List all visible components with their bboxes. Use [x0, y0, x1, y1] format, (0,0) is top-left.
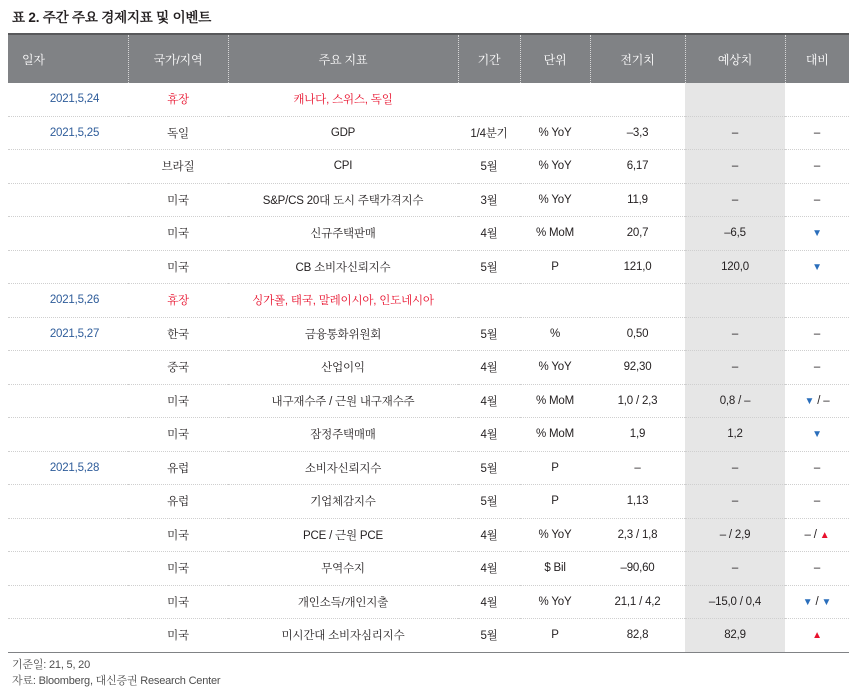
- cell-change: –: [785, 351, 849, 385]
- cell-unit: [520, 83, 590, 116]
- footnote-base-date: 기준일: 21, 5, 20: [12, 659, 91, 671]
- cell-change: –: [785, 116, 849, 150]
- cell-date: 2021,5,26: [8, 284, 128, 318]
- cell-indicator: 신규주택판매: [228, 217, 458, 251]
- cell-forecast: [685, 83, 785, 116]
- cell-country: 유럽: [128, 451, 228, 485]
- cell-forecast: –: [685, 150, 785, 184]
- cell-forecast: –: [685, 485, 785, 519]
- arrow-up-icon: ▲: [812, 630, 822, 642]
- cell-period: 4월: [458, 418, 520, 452]
- cell-previous: –: [590, 451, 685, 485]
- cell-period: 5월: [458, 451, 520, 485]
- cell-previous: 82,8: [626, 629, 649, 642]
- cell-country: 미국: [128, 552, 228, 586]
- cell-forecast: 0,8 / –: [685, 384, 785, 418]
- cell-period: [458, 83, 520, 116]
- cell-country: 미국: [128, 384, 228, 418]
- cell-country: 브라질: [128, 150, 228, 184]
- cell-forecast: [685, 284, 785, 318]
- cell-period: 5월: [458, 150, 520, 184]
- cell-indicator: 금융통화위원회: [228, 317, 458, 351]
- cell-previous: –3,3: [590, 116, 685, 150]
- cell-indicator: CB 소비자신뢰지수: [228, 250, 458, 284]
- cell-previous: 1,0 / 2,3: [590, 384, 685, 418]
- cell-indicator: 개인소득/개인지출: [228, 585, 458, 619]
- cell-previous: 1,13: [590, 485, 685, 519]
- cell-previous: 1,9: [590, 418, 685, 452]
- cell-change: [785, 250, 849, 284]
- cell-country: 미국: [167, 630, 189, 643]
- arrow-down-icon: ▼: [802, 596, 813, 608]
- arrow-up-icon: ▲: [819, 529, 830, 541]
- cell-unit: % MoM: [520, 217, 590, 251]
- cell-date: [8, 250, 128, 284]
- cell-period: 4월: [458, 518, 520, 552]
- cell-change: – / ▲: [785, 518, 849, 552]
- cell-date: 2021,5,28: [8, 451, 128, 485]
- cell-unit: % YoY: [520, 150, 590, 184]
- cell-country: 미국: [128, 250, 228, 284]
- table-header-row: [8, 35, 849, 83]
- cell-change: –: [785, 485, 849, 519]
- table-footnotes: [8, 653, 849, 690]
- cell-indicator: PCE / 근원 PCE: [228, 518, 458, 552]
- cell-forecast: –: [685, 451, 785, 485]
- cell-forecast: –: [685, 116, 785, 150]
- cell-country: 독일: [128, 116, 228, 150]
- cell-previous: –90,60: [590, 552, 685, 586]
- cell-change: –: [785, 183, 849, 217]
- cell-unit: $ Bil: [520, 552, 590, 586]
- arrow-down-icon: ▼: [812, 261, 822, 273]
- table-row: [8, 83, 849, 116]
- cell-period: 4월: [458, 552, 520, 586]
- cell-country: 미국: [128, 418, 228, 452]
- column-header-period: 기간: [458, 35, 520, 83]
- cell-date: 2021,5,25: [8, 116, 128, 150]
- arrow-down-icon: ▼: [821, 596, 832, 608]
- cell-indicator: 기업체감지수: [228, 485, 458, 519]
- cell-unit: P: [551, 629, 559, 642]
- cell-unit: % YoY: [520, 351, 590, 385]
- arrow-down-icon: ▼: [812, 429, 822, 441]
- arrow-down-icon: ▼: [812, 228, 822, 240]
- cell-previous: 0,50: [590, 317, 685, 351]
- cell-forecast: –6,5: [685, 217, 785, 251]
- table-row: [8, 116, 849, 150]
- column-header-date: 일자: [8, 35, 128, 83]
- table-row: [8, 284, 849, 318]
- cell-indicator: 잠정주택매매: [228, 418, 458, 452]
- table-row: [8, 518, 849, 552]
- table-row: [8, 619, 849, 652]
- table-row: [8, 317, 849, 351]
- cell-country: 미국: [128, 518, 228, 552]
- cell-forecast: 120,0: [685, 250, 785, 284]
- cell-period: 4월: [458, 351, 520, 385]
- cell-change: [785, 217, 849, 251]
- column-header-country: 국가/지역: [128, 35, 228, 83]
- table-body: [8, 83, 849, 652]
- cell-unit: % YoY: [520, 116, 590, 150]
- cell-previous: 121,0: [590, 250, 685, 284]
- cell-change: [785, 619, 849, 652]
- cell-previous: 11,9: [590, 183, 685, 217]
- cell-period: 5월: [480, 630, 498, 643]
- table-row: [8, 250, 849, 284]
- cell-change: [785, 418, 849, 452]
- cell-previous: [590, 83, 685, 116]
- cell-change: ▼ / ▼: [785, 585, 849, 619]
- table-row: [8, 585, 849, 619]
- cell-change: [785, 284, 849, 318]
- cell-country: 한국: [128, 317, 228, 351]
- cell-country: 미국: [128, 585, 228, 619]
- economic-indicator-table: [8, 35, 849, 652]
- table-header: [8, 35, 849, 83]
- cell-forecast: –: [685, 317, 785, 351]
- cell-date: [8, 351, 128, 385]
- cell-period: 5월: [458, 250, 520, 284]
- cell-indicator: 산업이익: [228, 351, 458, 385]
- cell-period: 4월: [458, 217, 520, 251]
- cell-unit: P: [520, 485, 590, 519]
- cell-change: [785, 83, 849, 116]
- cell-date: [8, 183, 128, 217]
- cell-unit: % YoY: [520, 518, 590, 552]
- cell-unit: % MoM: [520, 418, 590, 452]
- cell-date: [8, 384, 128, 418]
- table-row: [8, 351, 849, 385]
- footnote-source: 자료: Bloomberg, 대신증권 Research Center: [12, 674, 221, 687]
- cell-change: ▼ / –: [785, 384, 849, 418]
- table-row: [8, 217, 849, 251]
- table-row: [8, 418, 849, 452]
- cell-change: –: [785, 451, 849, 485]
- cell-previous: 2,3 / 1,8: [590, 518, 685, 552]
- cell-unit: P: [520, 250, 590, 284]
- cell-unit: %: [520, 317, 590, 351]
- cell-date: [8, 485, 128, 519]
- column-header-unit: 단위: [520, 35, 590, 83]
- page-title: 표 2. 주간 주요 경제지표 및 이벤트: [12, 10, 212, 25]
- cell-indicator: 캐나다, 스위스, 독일: [228, 83, 458, 116]
- cell-unit: % MoM: [520, 384, 590, 418]
- table-row: [8, 150, 849, 184]
- cell-previous: 6,17: [590, 150, 685, 184]
- cell-date: [8, 150, 128, 184]
- cell-country: 휴장: [128, 83, 228, 116]
- cell-indicator: 무역수지: [228, 552, 458, 586]
- cell-date: [8, 217, 128, 251]
- cell-period: 1/4분기: [458, 116, 520, 150]
- cell-indicator: 소비자신뢰지수: [228, 451, 458, 485]
- cell-period: 5월: [458, 317, 520, 351]
- column-header-indicator: 주요 지표: [228, 35, 458, 83]
- cell-indicator: 미시간대 소비자심리지수: [281, 630, 405, 643]
- cell-indicator: 내구재수주 / 근원 내구재수주: [228, 384, 458, 418]
- cell-date: 2021,5,27: [8, 317, 128, 351]
- cell-change: –: [785, 552, 849, 586]
- cell-indicator: CPI: [228, 150, 458, 184]
- cell-unit: % YoY: [520, 183, 590, 217]
- cell-period: [458, 284, 520, 318]
- cell-change: –: [785, 317, 849, 351]
- table-row: [8, 451, 849, 485]
- table-row: [8, 485, 849, 519]
- cell-period: 3월: [458, 183, 520, 217]
- cell-indicator: 싱가폴, 태국, 말레이시아, 인도네시아: [228, 284, 458, 318]
- arrow-down-icon: ▼: [804, 395, 815, 407]
- cell-period: 5월: [458, 485, 520, 519]
- column-header-forecast: 예상치: [685, 35, 785, 83]
- cell-date: [8, 585, 128, 619]
- column-header-change: 대비: [785, 35, 849, 83]
- cell-forecast: –: [685, 552, 785, 586]
- table-row: [8, 552, 849, 586]
- cell-period: 4월: [458, 585, 520, 619]
- cell-forecast: 1,2: [685, 418, 785, 452]
- cell-forecast: –15,0 / 0,4: [685, 585, 785, 619]
- cell-period: 4월: [458, 384, 520, 418]
- cell-country: 중국: [128, 351, 228, 385]
- cell-country: 미국: [128, 217, 228, 251]
- cell-unit: % YoY: [520, 585, 590, 619]
- cell-indicator: GDP: [228, 116, 458, 150]
- cell-forecast: 82,9: [685, 619, 785, 652]
- cell-change: –: [785, 150, 849, 184]
- cell-previous: 21,1 / 4,2: [590, 585, 685, 619]
- cell-date: [8, 518, 128, 552]
- cell-date: [8, 619, 128, 652]
- table-row: [8, 183, 849, 217]
- cell-unit: [520, 284, 590, 318]
- cell-date: [8, 418, 128, 452]
- cell-country: 휴장: [128, 284, 228, 318]
- cell-forecast: –: [685, 183, 785, 217]
- cell-indicator: S&P/CS 20대 도시 주택가격지수: [228, 183, 458, 217]
- cell-country: 유럽: [128, 485, 228, 519]
- cell-previous: 20,7: [590, 217, 685, 251]
- table-row: [8, 384, 849, 418]
- cell-date: 2021,5,24: [8, 83, 128, 116]
- cell-forecast: –: [685, 351, 785, 385]
- cell-unit: P: [520, 451, 590, 485]
- cell-date: [8, 552, 128, 586]
- cell-previous: 92,30: [590, 351, 685, 385]
- cell-previous: [590, 284, 685, 318]
- cell-forecast: – / 2,9: [685, 518, 785, 552]
- column-header-previous: 전기치: [590, 35, 685, 83]
- cell-country: 미국: [128, 183, 228, 217]
